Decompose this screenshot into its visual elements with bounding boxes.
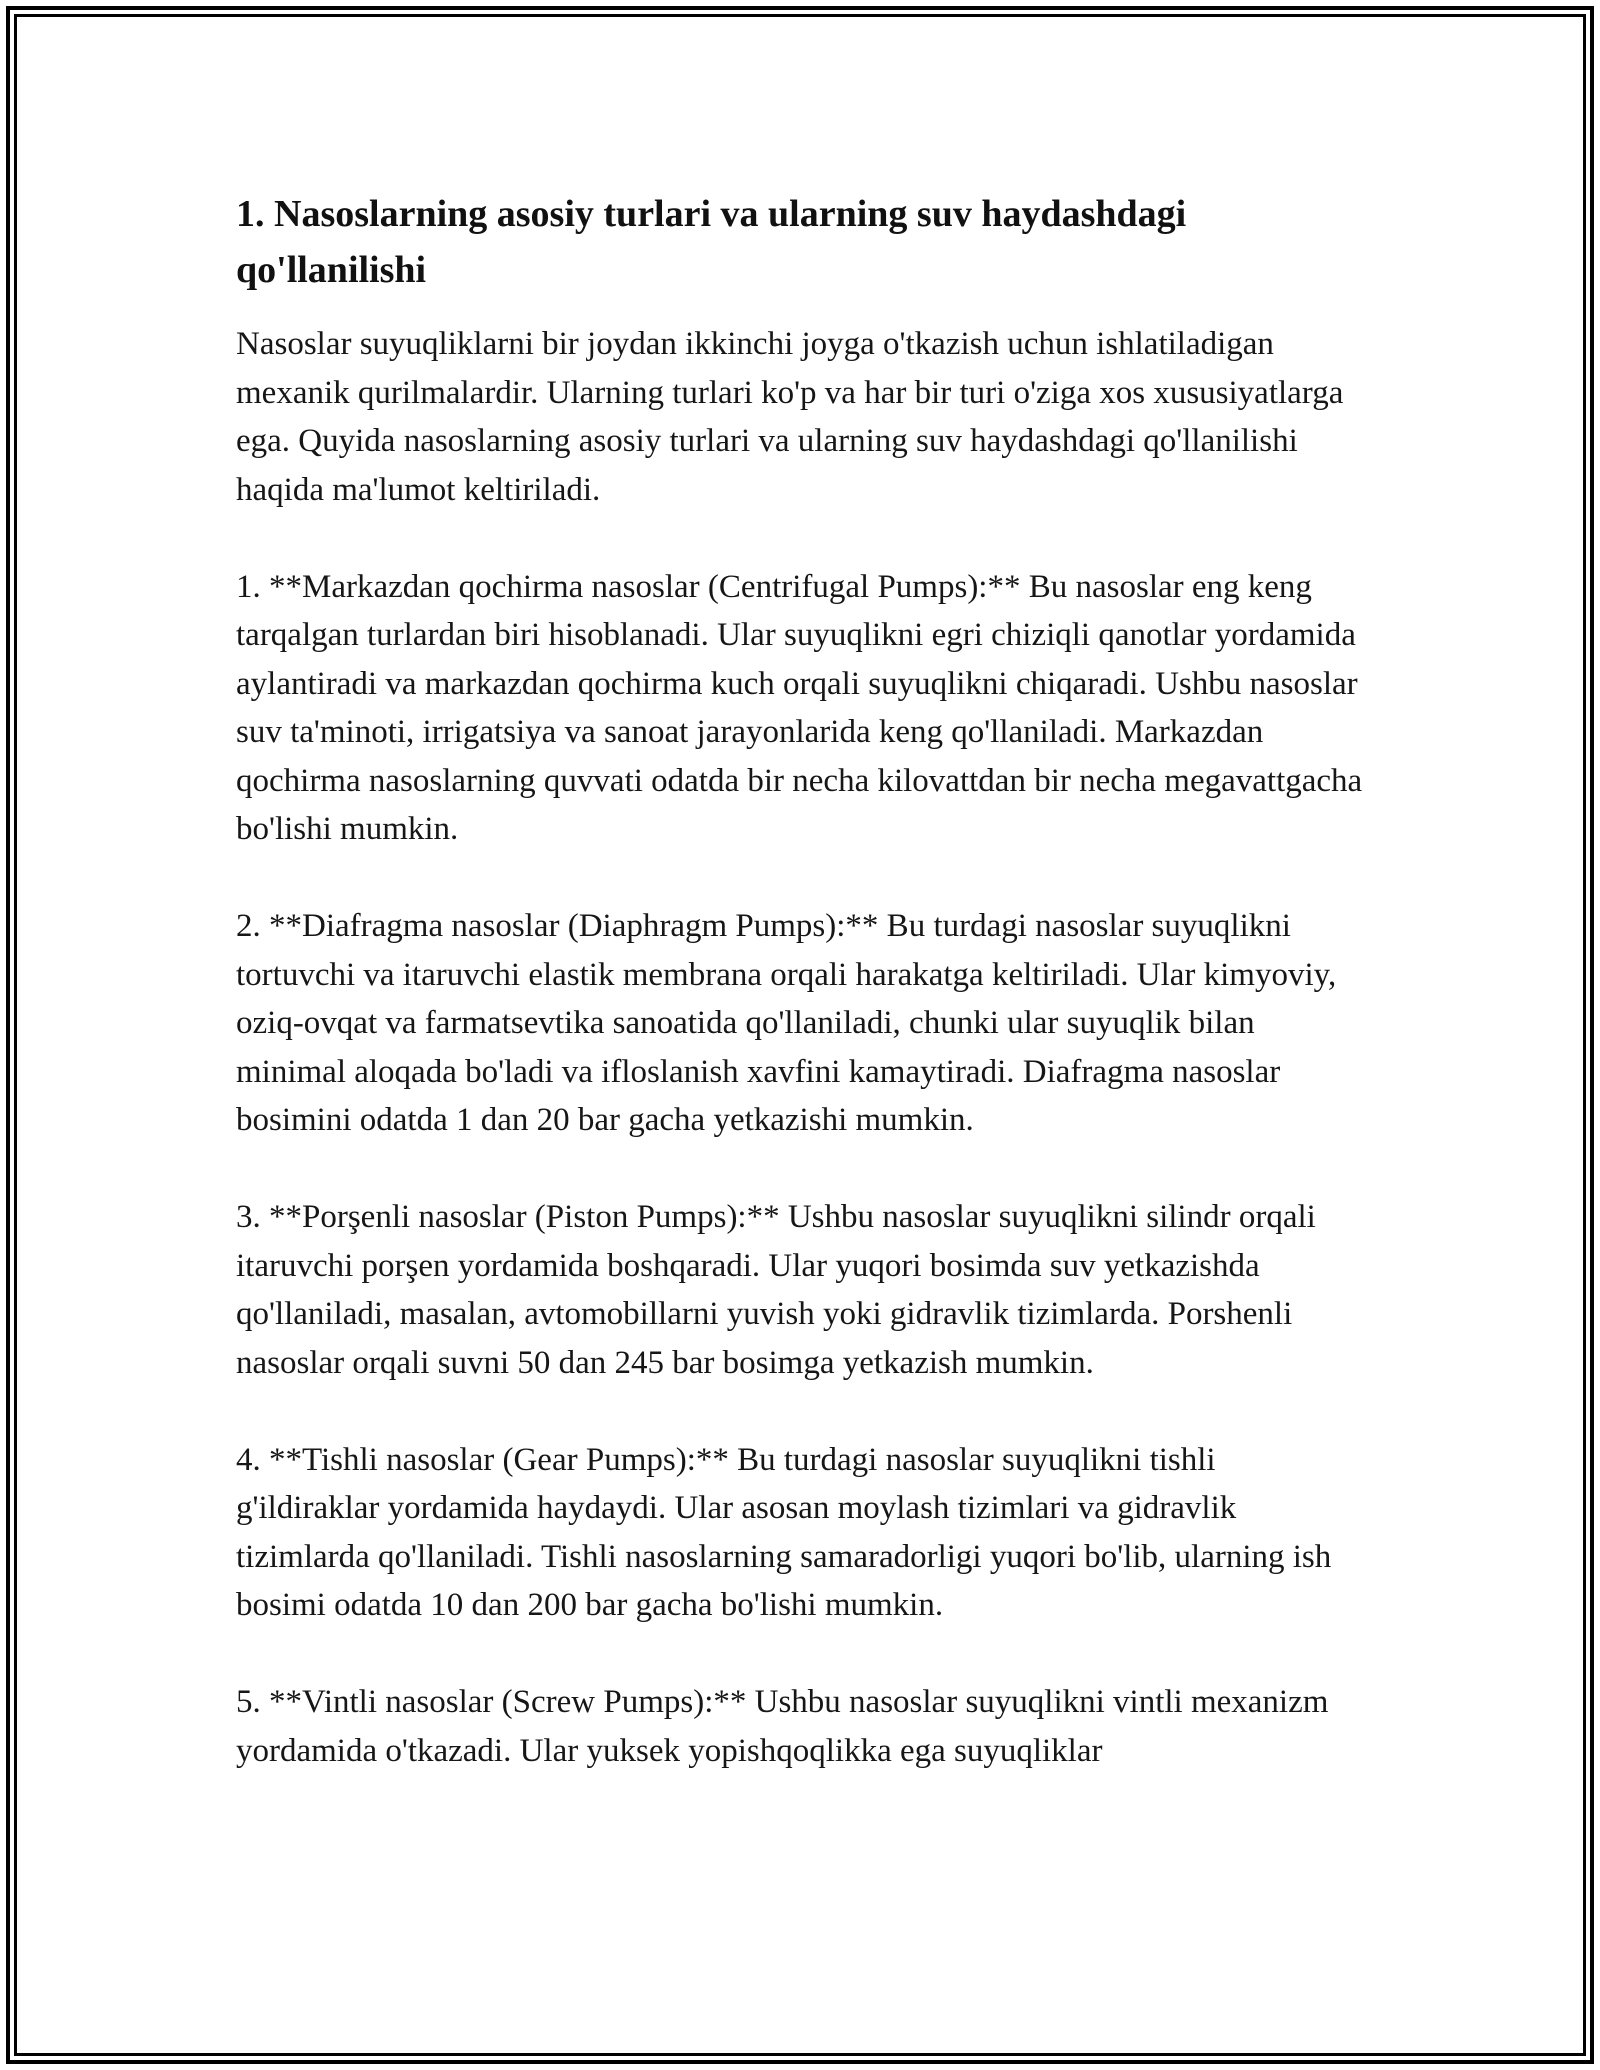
document-title: 1. Nasoslarning asosiy turlari va ularning suv haydashdagi qo'llanilishi	[236, 193, 1187, 291]
pump-type-centrifugal: 1. **Markazdan qochirma nasoslar (Centrifugal Pumps):** Bu nasoslar eng keng tarqalgan turlardan biri hisoblanadi. Ular suyuqlikni egri chiziqli qanotlar yordamida aylantiradi va markazdan qochirma kuch orqali suyuqlikni chiqaradi. Ushbu nasoslar suv ta'minoti, irrigatsiya va sanoat jarayonlarida keng qo'llaniladi. Markazdan qochirma nasoslarning quvvati odatda bir necha kilovattdan bir necha megavattgacha bo'lishi mumkin.	[236, 568, 1363, 847]
intro-paragraph: Nasoslar suyuqliklarni bir joydan ikkinchi joyga o'tkazish uchun ishlatiladigan mexanik qurilmalardir. Ularning turlari ko'p va har bir turi o'ziga xos xususiyatlarga ega. Quyida nasoslarning asosiy turlari va ularning suv haydashdagi qo'llanilishi haqida ma'lumot keltiriladi.	[236, 326, 1344, 508]
pump-type-diaphragm: 2. **Diafragma nasoslar (Diaphragm Pumps):** Bu turdagi nasoslar suyuqlikni tortuvchi va itaruvchi elastik membrana orqali harakatga keltiriladi. Ular kimyoviy, oziq-ovqat va farmatsevtika sanoatida qo'llaniladi, chunki ular suyuqlik bilan minimal aloqada bo'ladi va ifloslanish xavfini kamaytiradi. Diafragma nasoslar bosimini odatda 1 dan 20 bar gacha yetkazishi mumkin.	[236, 908, 1337, 1138]
pump-type-gear: 4. **Tishli nasoslar (Gear Pumps):** Bu turdagi nasoslar suyuqlikni tishli g'ildiraklar yordamida haydaydi. Ular asosan moylash tizimlari va gidravlik tizimlarda qo'llaniladi. Tishli nasoslarning samaradorligi yuqori bo'lib, ularning ish bosimi odatda 10 dan 200 bar gacha bo'lishi mumkin.	[236, 1441, 1332, 1623]
document-page	[236, 186, 1366, 1824]
pump-type-screw: 5. **Vintli nasoslar (Screw Pumps):** Ushbu nasoslar suyuqlikni vintli mexanizm yordamida o'tkazadi. Ular yuksek yopishqoqlikka ega suyuqliklar	[236, 1684, 1329, 1769]
pump-type-piston: 3. **Porşenli nasoslar (Piston Pumps):** Ushbu nasoslar suyuqlikni silindr orqali itaruvchi porşen yordamida boshqaradi. Ular yuqori bosimda suv yetkazishda qo'llaniladi, masalan, avtomobillarni yuvish yoki gidravlik tizimlarda. Porshenli nasoslar orqali suvni 50 dan 245 bar bosimga yetkazish mumkin.	[236, 1199, 1316, 1381]
